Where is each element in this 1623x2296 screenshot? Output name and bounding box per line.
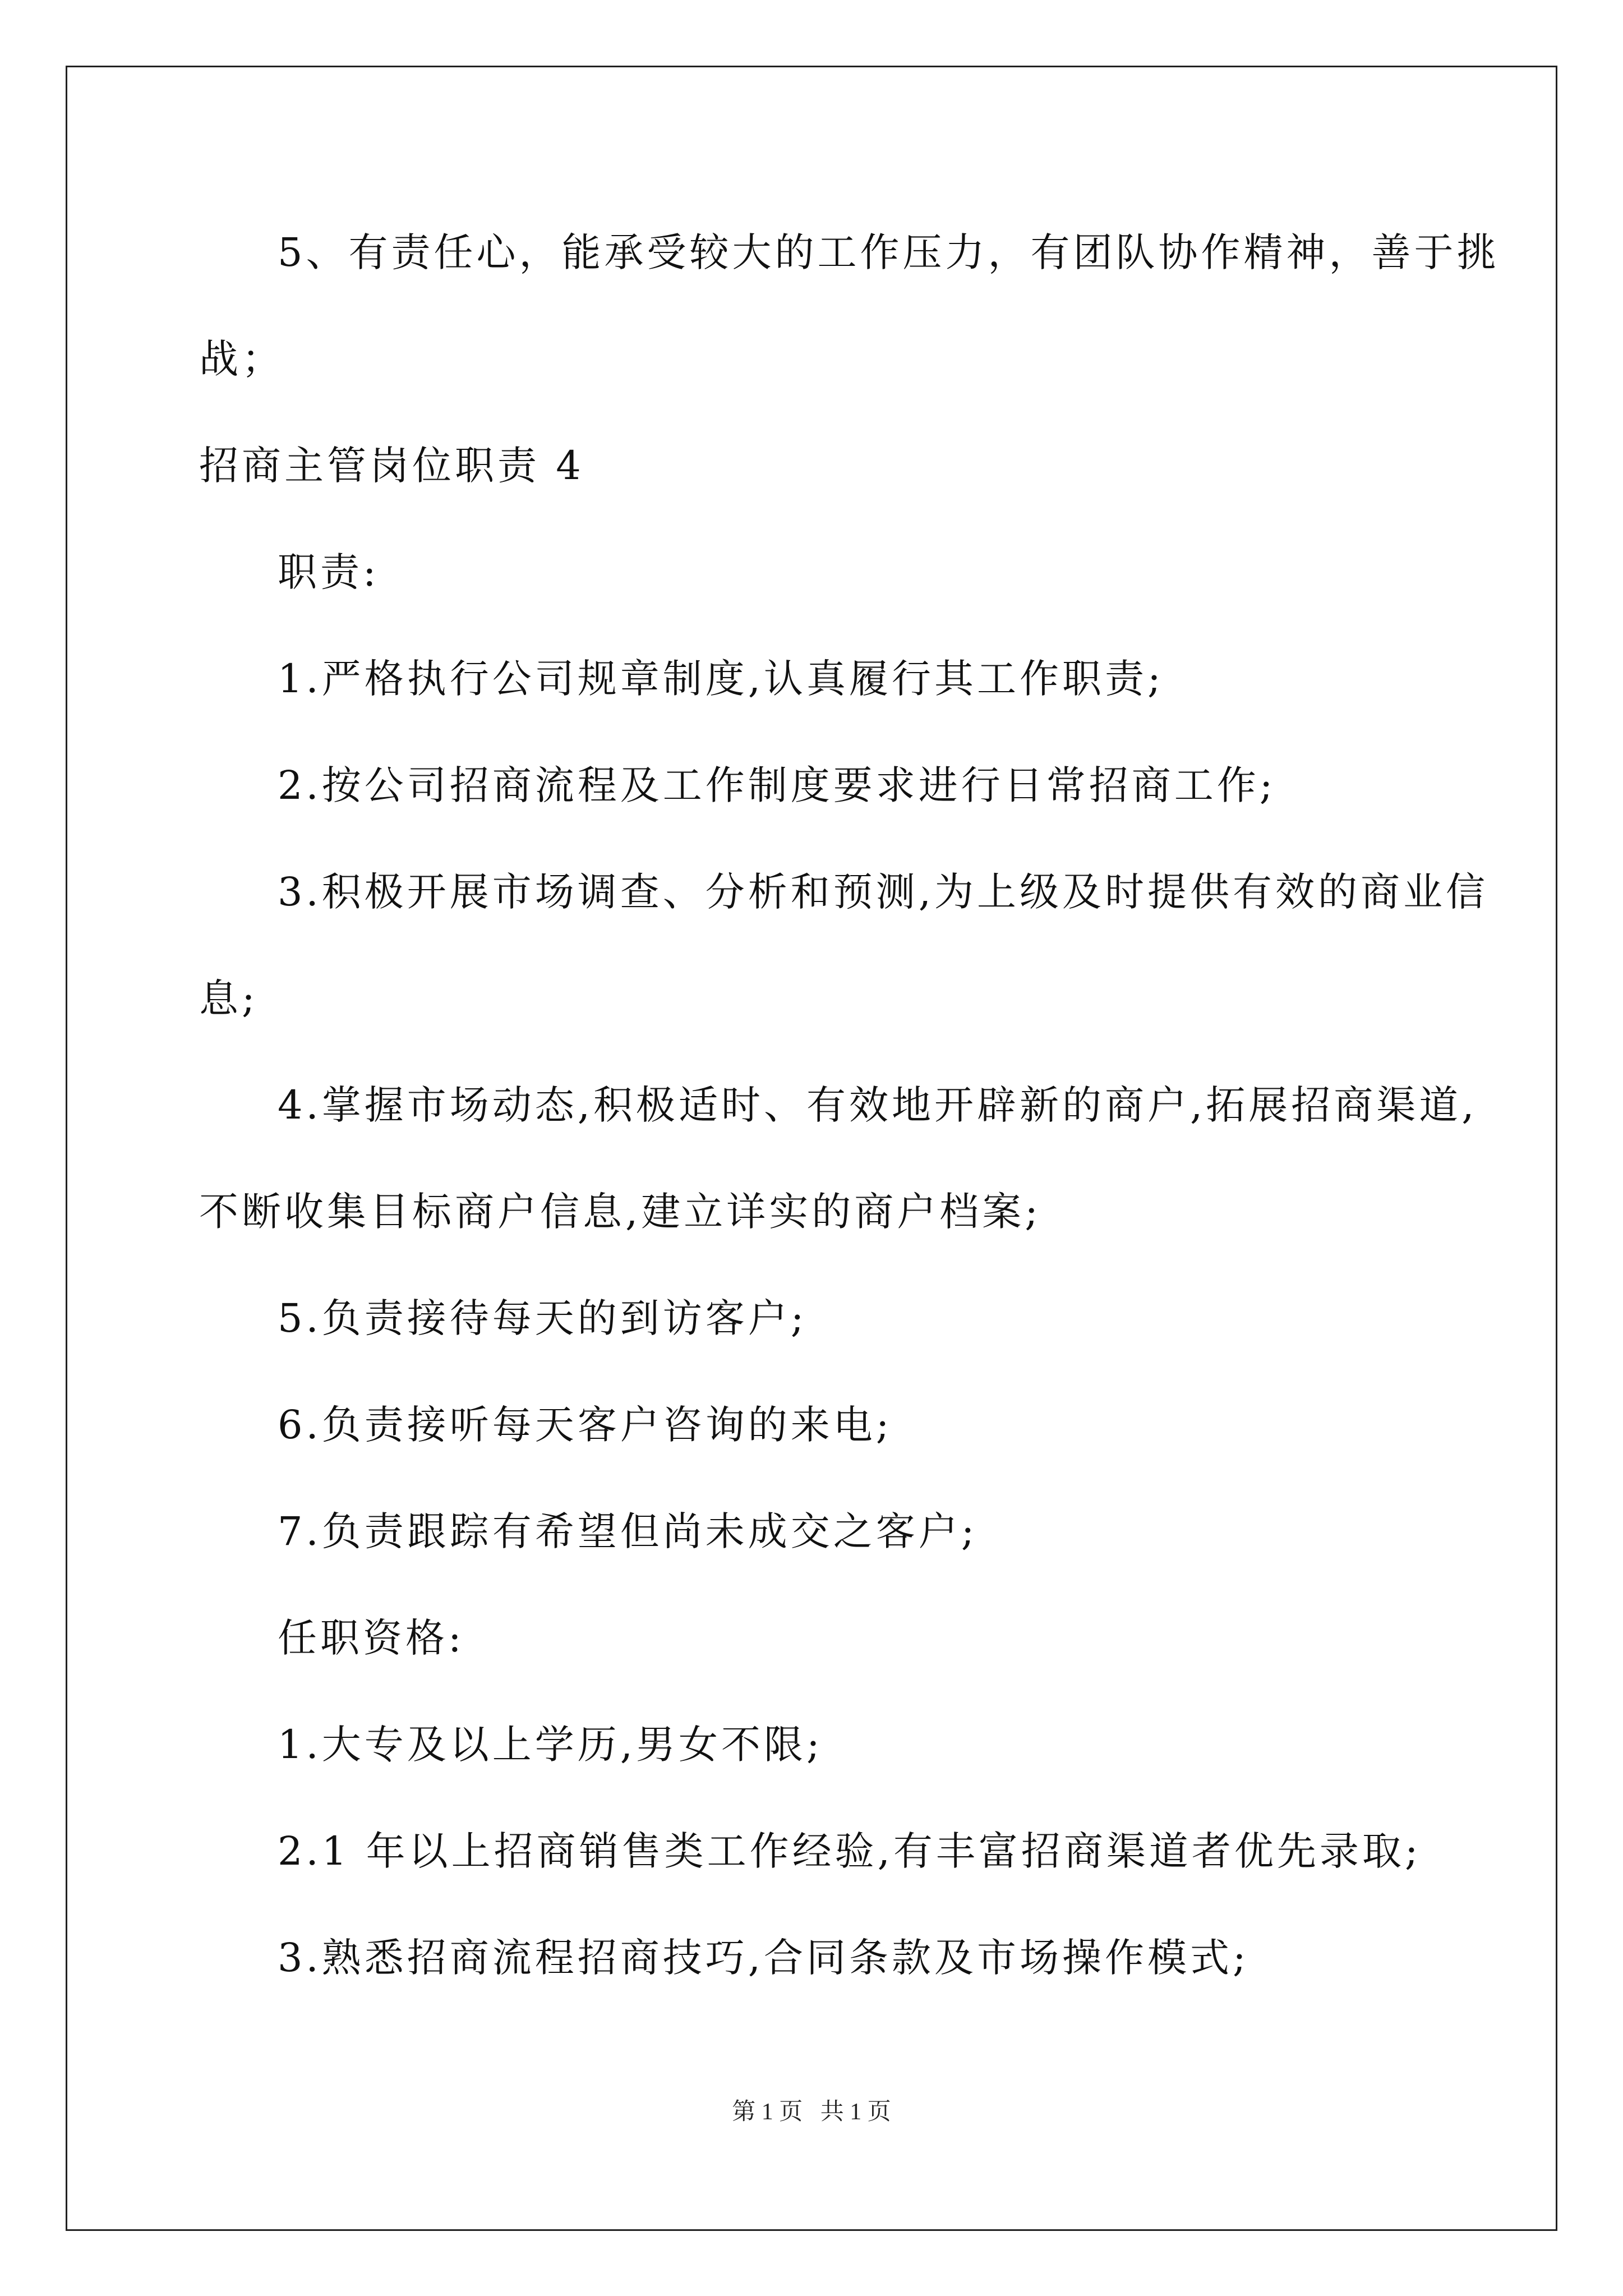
- list-item: 3.积极开展市场调查、分析和预测,为上级及时提供有效的商业信: [278, 869, 1489, 915]
- section-heading: 招商主管岗位职责 4: [199, 443, 584, 489]
- paragraph-line: 战；: [199, 336, 284, 382]
- list-item-continuation: 不断收集目标商户信息,建立详实的商户档案;: [199, 1189, 1041, 1235]
- list-item: 2.按公司招商流程及工作制度要求进行日常招商工作;: [278, 762, 1276, 808]
- list-item: 6.负责接听每天客户咨询的来电;: [278, 1402, 893, 1448]
- list-item: 7.负责跟踪有希望但尚未成交之客户;: [278, 1508, 978, 1554]
- list-item: 4.掌握市场动态,积极适时、有效地开辟新的商户,拓展招商渠道,: [278, 1082, 1478, 1128]
- list-item: 2.1 年以上招商销售类工作经验,有丰富招商渠道者优先录取;: [278, 1828, 1422, 1874]
- list-item: 5.负责接待每天的到访客户;: [278, 1295, 808, 1341]
- paragraph-line: 5、有责任心，能承受较大的工作压力，有团队协作精神，善于挑: [278, 229, 1500, 275]
- list-item: 1.大专及以上学历,男女不限;: [278, 1722, 823, 1768]
- list-item: 1.严格执行公司规章制度,认真履行其工作职责;: [278, 656, 1164, 702]
- page-border: [66, 66, 1557, 2231]
- page-footer: 第 1 页 共 1 页: [732, 2099, 891, 2125]
- list-item-continuation: 息;: [199, 976, 259, 1022]
- list-item: 3.熟悉招商流程招商技巧,合同条款及市场操作模式;: [278, 1935, 1249, 1981]
- subheading-duties: 职责:: [278, 549, 380, 595]
- subheading-qualifications: 任职资格:: [278, 1615, 465, 1661]
